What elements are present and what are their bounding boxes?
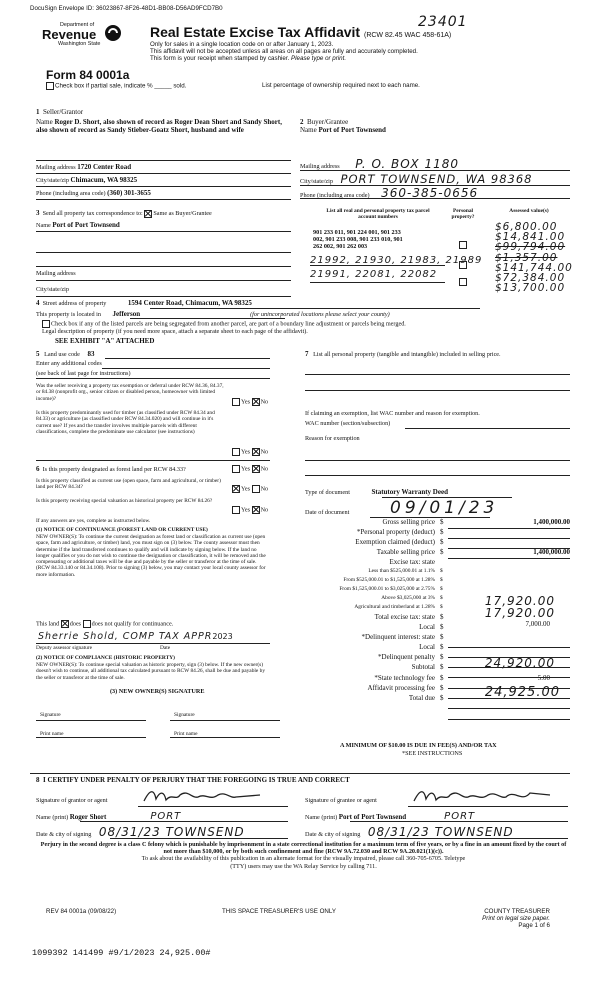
exemption-label: If claiming an exemption, list WAC number and reason for exemption.	[305, 410, 480, 417]
personal-checkbox-3[interactable]	[459, 273, 468, 291]
agency-name: Revenue	[42, 27, 97, 43]
grantor-name: Name (print) Roger Short PORT	[36, 811, 182, 822]
seller-mailing: Mailing address 1720 Center Road	[36, 163, 132, 171]
treasurer-stamp: 1099392 141499 #9/1/2023 24,925.00#	[32, 948, 211, 958]
same-as-buyer-checkbox[interactable]	[144, 210, 152, 218]
current-use-answer: Yes No	[232, 485, 268, 493]
see-back: (see back of last page for instructions)	[36, 370, 131, 377]
segregated-checkbox[interactable]	[42, 320, 50, 328]
parcel-header: List all real and personal property tax parcel account numbers	[326, 208, 430, 221]
parcel-handwritten: 21992, 21930, 21983, 21989 21991, 22081, 22082	[310, 255, 483, 280]
timber-question: Is this property predominantly used for timber (as classified under RCW 84.34 and 84.33) or agriculture (as classified under RCW 84.34.020) and will continue in it's current use? If yes and the transfer involves multiple parcels with different classifications, complete the predominate use calculator (see instructions)	[36, 410, 215, 436]
continuance-title: (1) NOTICE OF CONTINUANCE (FOREST LAND OR CURRENT USE)	[36, 527, 208, 533]
document-type: Type of document Statutory Warranty Deed	[305, 488, 448, 496]
document-date-value: 09/01/23	[390, 498, 499, 518]
grantee-signature-label: Signature of grantee or agent	[305, 797, 377, 804]
forest-answer: Yes No	[232, 465, 268, 473]
personal-header: Personal property?	[451, 208, 475, 221]
q1-answer: Yes No	[232, 398, 268, 406]
buyer-section: 2 Buyer/Grantee Name Port of Port Townsend	[300, 118, 386, 134]
new-owner-signature-heading: (3) NEW OWNER(S) SIGNATURE	[110, 688, 205, 695]
personal-property-list: 7 List all personal property (tangible and intangible) included in selling price.	[305, 350, 501, 358]
correspondence-name: Name Port of Port Townsend	[36, 221, 120, 229]
segregated-note: Check box if any of the listed parcels are being segregated from another parcel, are part of a boundary line adjustment or parcels being merged.	[42, 320, 552, 328]
reason-label: Reason for exemption	[305, 435, 360, 442]
personal-checkbox-1[interactable]	[459, 236, 468, 254]
form-title: Real Estate Excise Tax Affidavit (RCW 82.45 WAC 458-61A)	[150, 24, 452, 40]
assessor-signature: Sherrie Shold, COMP TAX APPR2023	[38, 631, 233, 642]
buyer-phone: Phone (including area code) 360-385-0656	[300, 186, 479, 200]
treasurer-use: THIS SPACE TREASURER'S USE ONLY	[222, 908, 336, 915]
land-use: 5 Land use code 83	[36, 350, 95, 358]
compliance-title: (2) NOTICE OF COMPLIANCE (HISTORIC PROPERTY)	[36, 655, 175, 661]
form-notes: Only for sales in a single location code on or after January 1, 2023. This affidavit will not be accepted unless all areas on all pages are fully and accurately completed. This form is your receipt when stamped by cashier. Please type or print.	[150, 41, 418, 63]
q2-answer: Yes No	[232, 448, 268, 456]
revision-number: REV 84 0001a (09/08/22)	[46, 908, 117, 915]
ownership-note: List percentage of ownership required next to each name.	[262, 82, 420, 89]
wac-label: WAC number (section/subsection)	[305, 420, 391, 427]
seller-city: City/state/zip Chimacum, WA 98325	[36, 176, 138, 184]
historic-question: Is this property receiving special valuation as historical property per RCW 84.26?	[36, 498, 213, 504]
signature-label-1: Signature	[40, 712, 61, 718]
perjury-notice: Perjury in the second degree is a class C felony which is punishable by imprisonment in a state correctional institution for a maximum term of five years, or by a fine in an amount fixed by the court of not more than $10,000, or by both such confinement and fine (RCW 9A.72.030 and RCW 9A.20.021(1)(c)). To ask about the availability of this publication in an alternate format for the visually impaired, please call 360-705-6705. Teletype (TTY) users may use the WA Relay Service by calling 711.	[40, 841, 567, 870]
current-use-question: Is this property classified as current use (open space, farm and agricultural, or timber) land per RCW 84.34?	[36, 478, 221, 491]
historic-answer: Yes No	[232, 506, 268, 514]
certify-statement: 8 I CERTIFY UNDER PENALTY OF PERJURY THAT THE FOREGOING IS TRUE AND CORRECT	[36, 776, 350, 784]
state-name: Washington State	[58, 41, 101, 48]
if-yes-note: If any answers are yes, complete as instructed below.	[36, 518, 151, 524]
seller-section: 1 Seller/Grantor Name Roger D. Short, also shown of record as Roger Dean Short and Sandy Short, also shown of record as Sandy Stieber-Goatz Short, husband and wife	[36, 108, 282, 134]
grantee-signature	[410, 785, 560, 807]
legal-description-label: Legal description of property (if you need more space, attach a separate sheet to each page of the affidavit).	[42, 328, 308, 335]
grantor-date: Date & city of signing 08/31/23 TOWNSEND	[36, 825, 245, 839]
property-county: This property is located in Jefferson (for unincorporated locations please select your county)	[36, 310, 390, 318]
minimum-fee-note: A MINIMUM OF $10.00 IS DUE IN FEE(S) AND/OR TAX	[340, 742, 497, 749]
additional-codes: Enter any additional codes	[36, 360, 102, 367]
buyer-mailing: Mailing address P. O. BOX 1180	[300, 157, 459, 171]
grantor-signature-label: Signature of grantor or agent	[36, 797, 108, 804]
assessed-values: $6,800.00 $14,841.00 $99,794.00 $1,357.00 $141,744.00 $72,384.00 $13,700.00	[495, 221, 573, 295]
form-number: Form 84 0001a	[46, 68, 130, 82]
continuance-text: NEW OWNER(S): To continue the current designation as forest land or classification as current use (open space, farm and agriculture, or timber) land, you must sign on (3) below. The county assessor must then determine if the land transferred continues to qualify and will indicate by signing below. If the land no longer qualifies or you do not wish to continue the designation or classification, it will be removed and the compensating or additional taxes will be due and payable by the seller or transferor at the time of sale. (RCW 84.33.140 or 84.34.108). Prior to signing (3) below, you may contact your local county assessor for more information.	[36, 534, 266, 578]
grantee-date: Date & city of signing 08/31/23 TOWNSEND	[305, 825, 514, 839]
date-label: Date	[160, 645, 171, 651]
department-label: Department of	[60, 22, 95, 28]
seller-phone: Phone (including area code) (360) 301-3655	[36, 189, 151, 197]
grantee-name: Name (print) Port of Port Townsend PORT	[305, 811, 476, 822]
partial-sale-checkbox[interactable]	[46, 82, 54, 90]
correspondence: 3 Send all property tax correspondence to: Same as Buyer/Grantee	[36, 209, 212, 217]
assessed-header: Assessed value(s)	[509, 208, 549, 214]
exemption-question: Was the seller receiving a property tax exemption or deferral under RCW 84.36, 84.37, or 84.38 (nonprofit org., senior citizen or disabled person, homeowner with limited income)?	[36, 383, 224, 402]
partial-sale: Check box if partial sale, indicate % _____ sold.	[46, 82, 186, 90]
personal-checkbox-2[interactable]	[459, 256, 468, 274]
wa-logo-icon	[104, 24, 122, 42]
correspondence-mailing: Mailing address	[36, 270, 76, 277]
compliance-text: NEW OWNER(S): To continue special valuation as historic property, sign (3) below. If the new owner(s) doesn't wish to continue, all additional tax calculated pursuant to RCW 84.26, shall be due and payable by the seller or transferor at the time of sale.	[36, 662, 266, 681]
see-instructions: *SEE INSTRUCTIONS	[402, 750, 463, 757]
correspondence-city: City/state/zip	[36, 286, 69, 293]
grantor-signature	[140, 785, 280, 807]
tax-calculation: Gross selling price $ 1,400,000.00 *Personal property (deduct) $ Exemption claimed (deduct) $ Taxable selling price $ 1,400,000.00 Excise tax: state Less than $525,000.01 at 1.1% $ From $525,000.01 to $1,525,000 at 1.28% $ From $1,525,000.01 to $3,025,000 at 2.75% $ Above $3,025,000 at 3% $ Agricultural and timberland at 1.28% $ 17,920.00 Total excise tax: state $ 17,920.00 Local $ 7,000.00 *Delinquent interest: state $ Local $ *Delinquent penalty $ Subtotal $ 24,920.00 *State technology fee $ 5.00 Affidavit processing fee $ Total due $ 24,925.00	[339, 518, 570, 702]
document-date: Date of document	[305, 509, 350, 516]
qualify-line: This land does does not qualify for continuance.	[36, 620, 174, 628]
county-treasurer: COUNTY TREASURER Print on legal size paper. Page 1 of 6	[482, 908, 550, 930]
forest-question: 6 Is this property designated as forest land per RCW 84.33?	[36, 465, 186, 473]
deputy-label: Deputy assessor signature	[36, 645, 92, 651]
parcel-list: 901 233 011, 901 224 001, 901 233 002, 901 233 008, 901 233 010, 901 262 002, 901 262 003	[313, 229, 403, 251]
exhibit-note: SEE EXHIBIT "A" ATTACHED	[55, 337, 155, 345]
signature-label-2: Signature	[174, 712, 195, 718]
envelope-id: DocuSign Envelope ID: 36023867-8F26-48D1-BB08-D56AD9FCD7B0	[30, 5, 223, 12]
revenue-logo	[42, 22, 122, 48]
buyer-city: City/state/zip PORT TOWNSEND, WA 98368	[300, 172, 533, 186]
print-name-label-2: Print name	[174, 731, 198, 737]
doc-number: 23401	[418, 14, 468, 30]
property-street: 4 Street address of property 1594 Center Road, Chimacum, WA 98325	[36, 299, 252, 307]
print-name-label-1: Print name	[40, 731, 64, 737]
